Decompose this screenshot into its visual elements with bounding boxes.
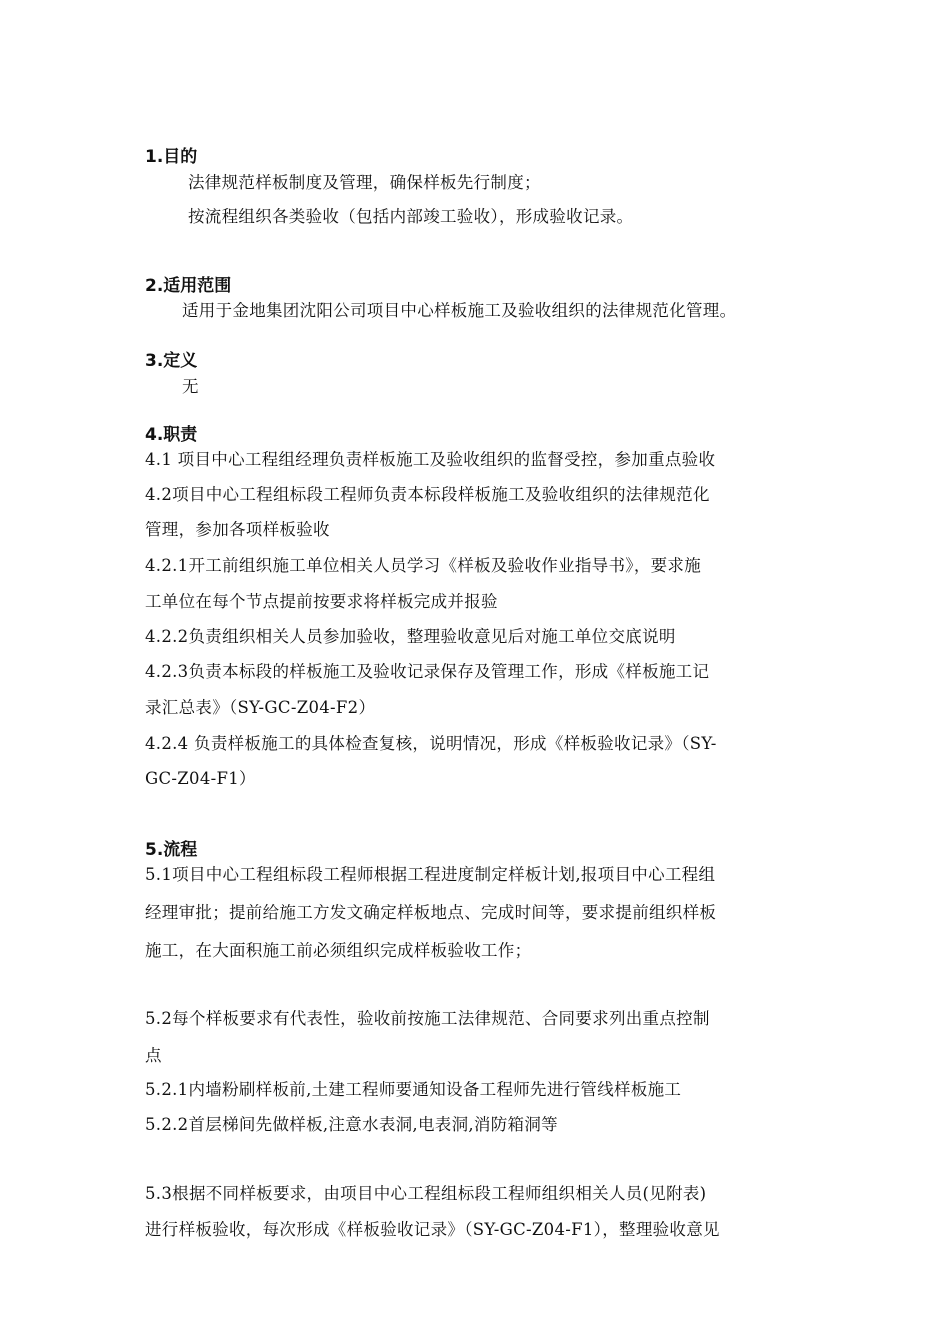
section-5-line-2: 经理审批；提前给施工方发文确定样板地点、完成时间等，要求提前组织样板 (145, 903, 717, 922)
section-4-line-6: 4.2.2负责组织相关人员参加验收，整理验收意见后对施工单位交底说明 (145, 627, 676, 646)
section-3-heading: 3.定义 (145, 351, 198, 371)
section-2-line-1: 适用于金地集团沈阳公司项目中心样板施工及验收组织的法律规范化管理。 (182, 301, 737, 320)
section-5-heading: 5.流程 (145, 840, 198, 860)
section-1-heading: 1.目的 (145, 147, 198, 167)
section-4-line-10: GC-Z04-F1） (145, 769, 256, 788)
section-2-heading: 2.适用范围 (145, 276, 232, 296)
section-5-line-1: 5.1项目中心工程组标段工程师根据工程进度制定样板计划,报项目中心工程组 (145, 865, 716, 884)
section-4-line-3: 管理，参加各项样板验收 (145, 520, 330, 539)
section-4-line-7: 4.2.3负责本标段的样板施工及验收记录保存及管理工作，形成《样板施工记 (145, 662, 710, 681)
section-3-line-1: 无 (182, 377, 199, 396)
section-1-line-2: 按流程组织各类验收（包括内部竣工验收），形成验收记录。 (188, 207, 634, 226)
section-1-line-1: 法律规范样板制度及管理，确保样板先行制度； (188, 173, 541, 192)
section-4-line-1: 4.1 项目中心工程组经理负责样板施工及验收组织的监督受控，参加重点验收 (145, 450, 716, 469)
section-5-line-5: 点 (145, 1046, 162, 1065)
section-5-line-3: 施工，在大面积施工前必须组织完成样板验收工作； (145, 941, 532, 960)
section-5-line-6: 5.2.1内墙粉刷样板前,土建工程师要通知设备工程师先进行管线样板施工 (145, 1080, 682, 1099)
section-4-line-8: 录汇总表》（SY-GC-Z04-F2） (145, 698, 376, 717)
section-4-heading: 4.职责 (145, 425, 198, 445)
section-4-line-5: 工单位在每个节点提前按要求将样板完成并报验 (145, 592, 498, 611)
section-5-line-4: 5.2每个样板要求有代表性，验收前按施工法律规范、合同要求列出重点控制 (145, 1009, 710, 1028)
section-4-line-4: 4.2.1开工前组织施工单位相关人员学习《样板及验收作业指导书》，要求施 (145, 556, 702, 575)
section-4-line-9: 4.2.4 负责样板施工的具体检查复核，说明情况，形成《样板验收记录》（SY- (145, 734, 717, 753)
section-5-line-7: 5.2.2首层梯间先做样板,注意水表洞,电表洞,消防箱洞等 (145, 1115, 558, 1134)
section-4-line-2: 4.2项目中心工程组标段工程师负责本标段样板施工及验收组织的法律规范化 (145, 485, 710, 504)
section-5-line-8: 5.3根据不同样板要求，由项目中心工程组标段工程师组织相关人员(见附表) (145, 1184, 707, 1203)
section-5-line-9: 进行样板验收，每次形成《样板验收记录》（SY-GC-Z04-F1），整理验收意见 (145, 1220, 720, 1239)
